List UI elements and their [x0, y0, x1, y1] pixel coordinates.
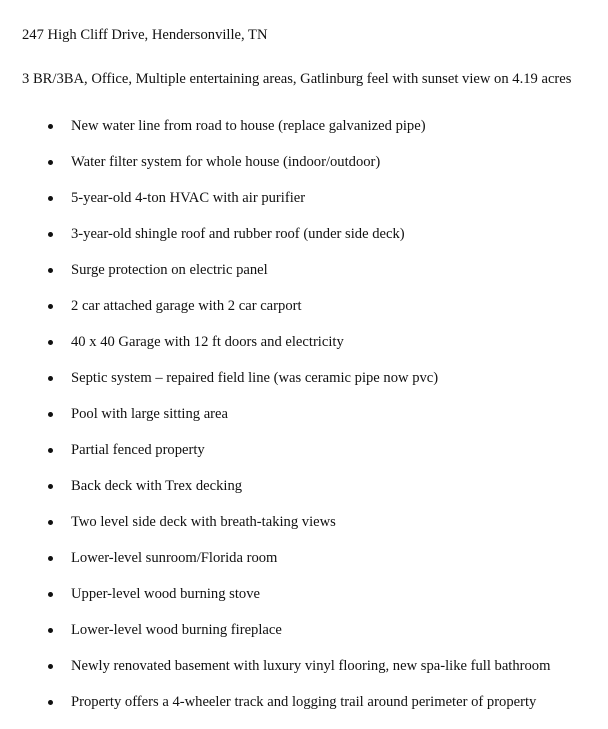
bullet-icon [48, 124, 53, 129]
bullet-icon [48, 376, 53, 381]
bullet-icon [48, 700, 53, 705]
feature-text: New water line from road to house (replace galvanized pipe) [71, 118, 426, 134]
bullet-icon [48, 520, 53, 525]
bullet-icon [48, 448, 53, 453]
property-summary: 3 BR/3BA, Office, Multiple entertaining areas, Gatlinburg feel with sunset view on 4.19 acres [22, 71, 572, 87]
feature-text: Property offers a 4-wheeler track and logging trail around perimeter of property [71, 694, 537, 710]
feature-text: 40 x 40 Garage with 12 ft doors and electricity [71, 334, 344, 350]
feature-text: Lower-level wood burning fireplace [71, 622, 282, 638]
feature-text: Two level side deck with breath-taking views [71, 514, 336, 530]
bullet-icon [48, 232, 53, 237]
bullet-icon [48, 664, 53, 669]
bullet-icon [48, 340, 53, 345]
bullet-icon [48, 160, 53, 165]
bullet-icon [48, 304, 53, 309]
feature-text: Partial fenced property [71, 442, 205, 458]
bullet-icon [48, 592, 53, 597]
bullet-icon [48, 412, 53, 417]
feature-text: Water filter system for whole house (indoor/outdoor) [71, 154, 381, 170]
feature-text: Newly renovated basement with luxury vinyl flooring, new spa-like full bathroom [71, 658, 551, 674]
bullet-icon [48, 628, 53, 633]
feature-text: Surge protection on electric panel [71, 262, 268, 278]
feature-text: Septic system – repaired field line (was ceramic pipe now pvc) [71, 370, 439, 386]
feature-text: Pool with large sitting area [71, 406, 228, 422]
feature-text: Lower-level sunroom/Florida room [71, 550, 278, 566]
bullet-icon [48, 268, 53, 273]
feature-text: 5-year-old 4-ton HVAC with air purifier [71, 190, 306, 206]
bullet-icon [48, 484, 53, 489]
feature-text: Back deck with Trex decking [71, 478, 243, 494]
feature-text: 2 car attached garage with 2 car carport [71, 298, 302, 314]
feature-text: Upper-level wood burning stove [71, 586, 260, 602]
property-address: 247 High Cliff Drive, Hendersonville, TN [22, 27, 268, 43]
feature-text: 3-year-old shingle roof and rubber roof (under side deck) [71, 226, 405, 242]
bullet-icon [48, 196, 53, 201]
bullet-icon [48, 556, 53, 561]
